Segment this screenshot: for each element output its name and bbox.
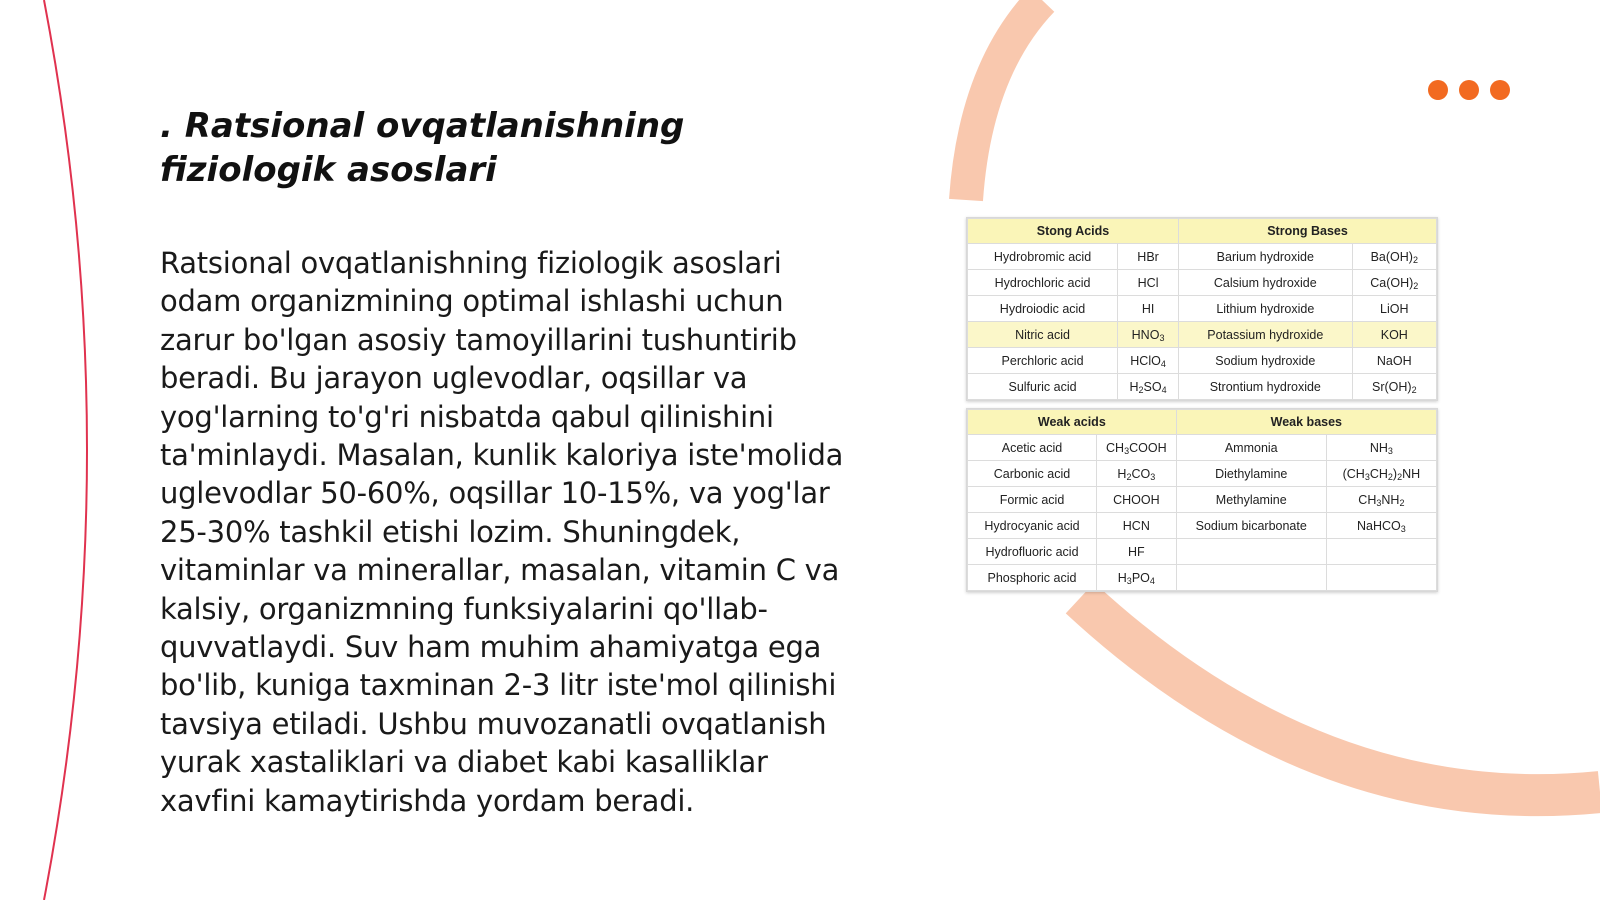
table-row [968,348,1437,374]
three-dots-decoration [1428,80,1510,100]
table-row [968,322,1437,348]
base-name-cell: Potassium hydroxide [1179,322,1353,348]
acid-name-cell: Hydrocyanic acid [968,513,1097,539]
acid-name-cell: Hydroiodic acid [968,296,1118,322]
base-name-cell: Calsium hydroxide [1179,270,1353,296]
slide-title: . Ratsional ovqatlanishning fiziologik asoslari [160,106,685,190]
base-formula-cell: KOH [1352,322,1436,348]
base-name-cell: Barium hydroxide [1179,244,1353,270]
dot-icon [1459,80,1479,100]
body-paragraph: Ratsional ovqatlanishning fiziologik asoslari odam organizmining optimal ishlashi uchun zarur bo'lgan asosiy tamoyillarini tushuntirib beradi. Bu jarayon uglevodlar, oqsillar va yog'larning to'g'ri nisbatda qabul qilinishini ta'minlaydi. Masalan, kunlik kaloriya iste'molida uglevodlar 50-60%, oqsillar 10-15%, va yog'lar 25-30% tashkil etishi lozim. Shuningdek, vitaminlar va minerallar, masalan, vitamin C va kalsiy, organizmning funksiyalarini qo'llab-quvvatlaydi. Suv ham muhim ahamiyatga ega bo'lib, kuniga taxminan 2-3 litr iste'mol qilinishi tavsiya etiladi. Ushbu muvozanatli ovqatlanish yurak xastaliklari va diabet kabi kasalliklar xavfini kamaytirishda yordam beradi. [160,246,844,818]
base-formula-cell: $(CH_3CH_2)_2NH$ [1326,461,1436,487]
acid-name-cell: Perchloric acid [968,348,1118,374]
left-red-curve [44,0,87,900]
acid-formula-cell: $CH_3COOH$ [1096,435,1176,461]
acid-name-cell: Acetic acid [968,435,1097,461]
table-row [968,296,1437,322]
dot-icon [1490,80,1510,100]
table-header-weak-bases: Weak bases [1176,410,1436,435]
acid-formula-cell: HBr [1118,244,1179,270]
acid-formula-cell: HI [1118,296,1179,322]
base-formula-cell: $Sr(OH)_2$ [1352,374,1436,400]
table-header-strong-bases: Strong Bases [1179,219,1437,244]
base-name-cell: Ammonia [1176,435,1326,461]
acid-formula-cell: $H_2CO_3$ [1096,461,1176,487]
table-header-strong-acids: Stong Acids [968,219,1179,244]
table-header-weak-acids: Weak acids [968,410,1177,435]
base-name-cell: Strontium hydroxide [1179,374,1353,400]
acid-name-cell: Hydrobromic acid [968,244,1118,270]
acid-formula-cell: CHOOH [1096,487,1176,513]
table-row [968,461,1437,487]
strong-acids-bases-table [966,217,1438,401]
bottom-arc [1080,598,1600,795]
acid-formula-cell: $H_2SO_4$ [1118,374,1179,400]
table-row [968,435,1437,461]
base-name-cell [1176,539,1326,565]
table-row [968,270,1437,296]
acid-formula-cell: HCl [1118,270,1179,296]
acid-name-cell: Nitric acid [968,322,1118,348]
base-name-cell: Lithium hydroxide [1179,296,1353,322]
table-row [968,565,1437,591]
base-formula-cell: $CH_3NH_2$ [1326,487,1436,513]
table-row [968,244,1437,270]
weak-table-body [968,435,1437,591]
base-formula-cell: $Ba(OH)_2$ [1352,244,1436,270]
base-name-cell [1176,565,1326,591]
table-row [968,374,1437,400]
table-row [968,539,1437,565]
acid-formula-cell: $H_3PO_4$ [1096,565,1176,591]
base-formula-cell: $NH_3$ [1326,435,1436,461]
base-formula-cell [1326,565,1436,591]
acid-name-cell: Carbonic acid [968,461,1097,487]
acid-name-cell: Hydrochloric acid [968,270,1118,296]
acid-name-cell: Formic acid [968,487,1097,513]
top-arc [966,0,1042,200]
acid-name-cell: Sulfuric acid [968,374,1118,400]
acid-name-cell: Hydrofluoric acid [968,539,1097,565]
base-name-cell: Sodium hydroxide [1179,348,1353,374]
base-formula-cell: NaHCO$_3$ [1326,513,1436,539]
table-row [968,487,1437,513]
base-name-cell: Methylamine [1176,487,1326,513]
acid-formula-cell: HClO$_4$ [1118,348,1179,374]
base-formula-cell: LiOH [1352,296,1436,322]
acid-formula-cell: HCN [1096,513,1176,539]
strong-table-body [968,244,1437,400]
table-row [968,513,1437,539]
base-name-cell: Sodium bicarbonate [1176,513,1326,539]
base-formula-cell: $Ca(OH)_2$ [1352,270,1436,296]
base-formula-cell [1326,539,1436,565]
base-name-cell: Diethylamine [1176,461,1326,487]
dot-icon [1428,80,1448,100]
acid-formula-cell: $HNO_3$ [1118,322,1179,348]
acid-formula-cell: HF [1096,539,1176,565]
weak-acids-bases-table [966,408,1438,592]
base-formula-cell: NaOH [1352,348,1436,374]
acid-name-cell: Phosphoric acid [968,565,1097,591]
